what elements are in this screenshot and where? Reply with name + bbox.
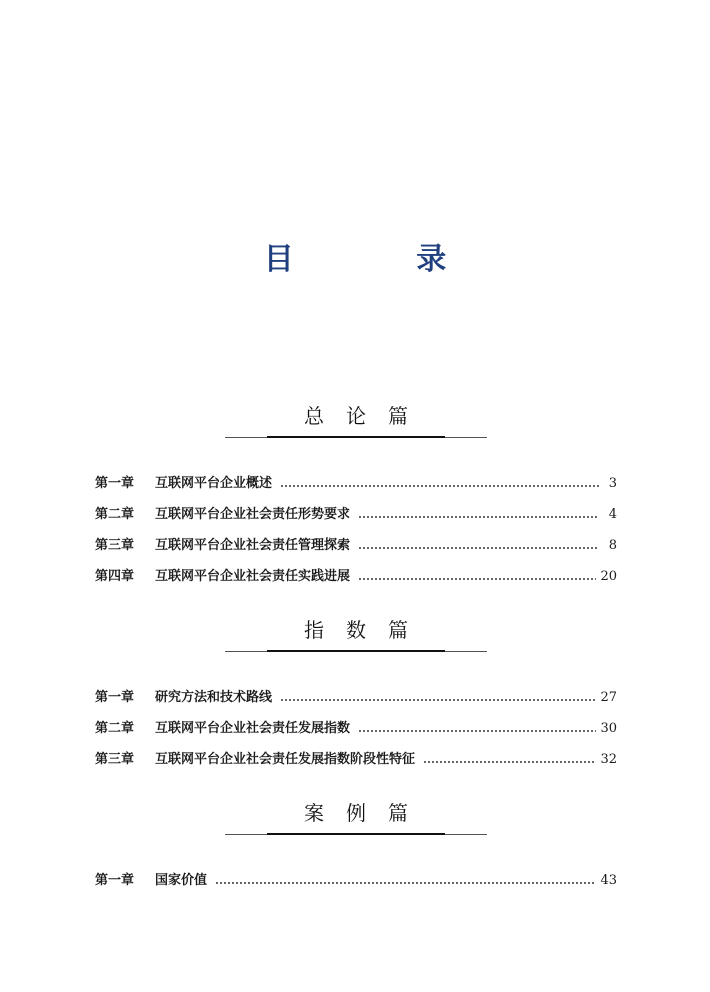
section-divider-accent xyxy=(267,833,445,835)
section-header xyxy=(225,404,487,438)
section-header xyxy=(225,801,487,835)
section-name: 总论篇 xyxy=(304,404,430,428)
toc-title: 国家价值 xyxy=(155,873,208,888)
page-title: 目 录 xyxy=(263,242,503,277)
toc-chapter: 第一章 xyxy=(95,690,135,705)
toc-title: 互联网平台企业社会责任发展指数 xyxy=(155,721,351,736)
toc-title: 互联网平台企业社会责任发展指数阶段性特征 xyxy=(155,752,416,767)
toc-chapter: 第一章 xyxy=(95,873,135,888)
dot-leader xyxy=(215,882,596,884)
section-divider-accent xyxy=(267,436,445,438)
toc-entry[interactable] xyxy=(95,567,617,587)
toc-chapter: 第二章 xyxy=(95,507,135,522)
toc-title: 互联网平台企业社会责任形势要求 xyxy=(155,507,351,522)
toc-title: 互联网平台企业概述 xyxy=(155,476,273,491)
toc-entry[interactable] xyxy=(95,536,617,556)
toc-chapter: 第三章 xyxy=(95,752,135,767)
section-name: 案例篇 xyxy=(304,801,430,825)
toc-page-number: 4 xyxy=(608,507,617,522)
toc-page-number: 20 xyxy=(600,569,617,584)
toc-page-number: 27 xyxy=(600,690,617,705)
toc-page-number: 3 xyxy=(608,476,617,491)
section-name: 指数篇 xyxy=(304,618,430,642)
toc-title: 互联网平台企业社会责任实践进展 xyxy=(155,569,351,584)
toc-chapter: 第三章 xyxy=(95,538,135,553)
toc-chapter: 第四章 xyxy=(95,569,135,584)
toc-page-number: 43 xyxy=(600,873,617,888)
toc-entry[interactable] xyxy=(95,871,617,891)
toc-entry[interactable] xyxy=(95,474,617,494)
dot-leader xyxy=(358,730,596,732)
toc-entry[interactable] xyxy=(95,688,617,708)
toc-page-number: 8 xyxy=(608,538,617,553)
toc-chapter: 第一章 xyxy=(95,476,135,491)
toc-entry[interactable] xyxy=(95,750,617,770)
toc-page-number: 30 xyxy=(600,721,617,736)
toc-page-number: 32 xyxy=(600,752,617,767)
dot-leader xyxy=(280,699,596,701)
section-divider-accent xyxy=(267,650,445,652)
dot-leader xyxy=(358,578,596,580)
toc-title: 互联网平台企业社会责任管理探索 xyxy=(155,538,351,553)
dot-leader xyxy=(358,516,599,518)
dot-leader xyxy=(423,761,596,763)
toc-chapter: 第二章 xyxy=(95,721,135,736)
dot-leader xyxy=(358,547,599,549)
toc-entry[interactable] xyxy=(95,719,617,739)
dot-leader xyxy=(280,485,599,487)
toc-entry[interactable] xyxy=(95,505,617,525)
toc-title: 研究方法和技术路线 xyxy=(155,690,273,705)
section-header xyxy=(225,618,487,652)
